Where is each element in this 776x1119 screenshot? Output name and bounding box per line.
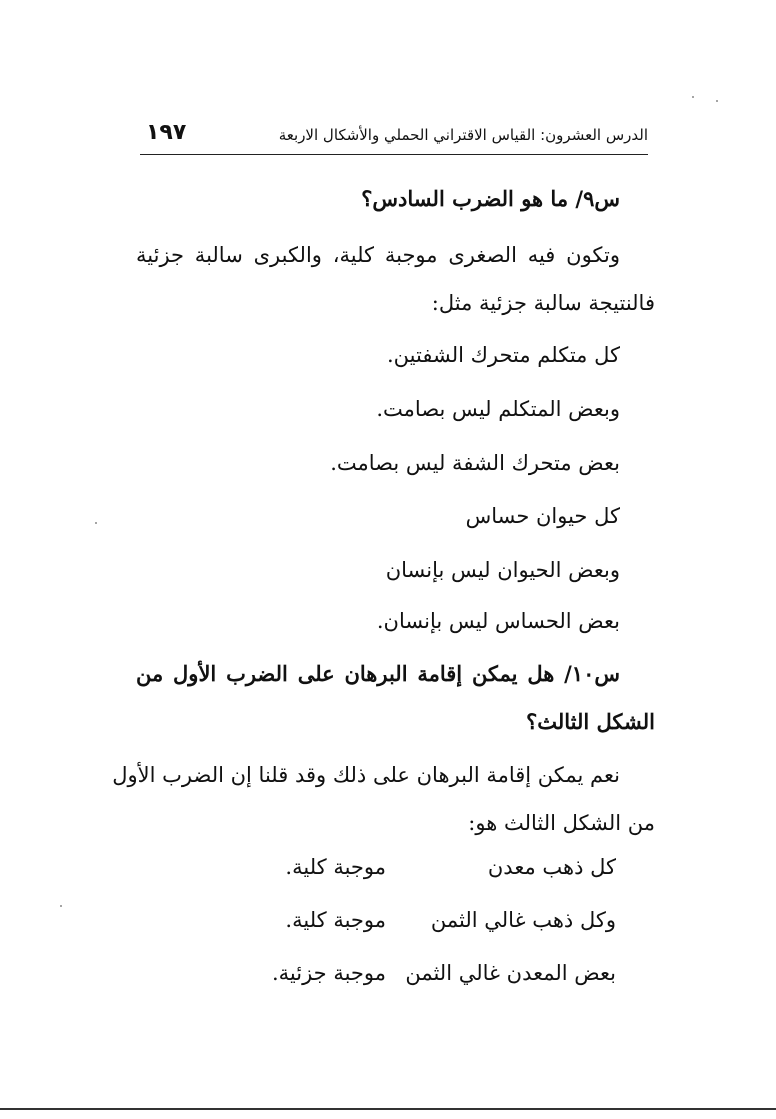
example-line: كل متكلم متحرك الشفتين.: [387, 343, 620, 367]
page-number: ١٩٧: [146, 120, 187, 145]
question-9: س٩/ ما هو الضرب السادس؟: [361, 186, 620, 211]
proposition-text: كل ذهب معدن: [487, 855, 616, 879]
proposition-row: [256, 905, 616, 935]
proposition-type: موجبة كلية.: [285, 855, 386, 879]
example-line: بعض متحرك الشفة ليس بصامت.: [330, 451, 620, 475]
q9-answer-line-2: فالنتيجة سالبة جزئية مثل:: [431, 291, 655, 315]
proposition-row: [256, 852, 616, 882]
proposition-text: وكل ذهب غالي الثمن: [430, 908, 616, 932]
question-10-line-2: الشكل الثالث؟: [526, 709, 655, 734]
q9-answer-line-1: وتكون فيه الصغرى موجبة كلية، والكبرى سالبة جزئية: [136, 243, 620, 267]
scan-speck: [692, 96, 694, 98]
proposition-type: موجبة كلية.: [285, 908, 386, 932]
proposition-row: [256, 958, 616, 988]
example-line: بعض الحساس ليس بإنسان.: [376, 609, 620, 633]
scan-speck: [60, 905, 62, 907]
example-line: وبعض المتكلم ليس بصامت.: [376, 397, 620, 421]
scan-speck: [716, 100, 718, 102]
q10-answer-line-1: نعم يمكن إقامة البرهان على ذلك وقد قلنا إن الضرب الأول: [112, 763, 620, 787]
header-title: الدرس العشرون: القياس الاقتراني الحملي والأشكال الاربعة: [278, 126, 648, 144]
question-10-line-1: س١٠/ هل يمكن إقامة البرهان على الضرب الأول من: [136, 661, 620, 686]
proposition-text: بعض المعدن غالي الثمن: [405, 961, 616, 985]
running-header: [140, 120, 648, 155]
scan-edge-rule: [0, 1108, 776, 1110]
example-line: وبعض الحيوان ليس بإنسان: [385, 558, 620, 582]
q10-answer-line-2: من الشكل الثالث هو:: [468, 811, 655, 835]
proposition-type: موجبة جزئية.: [271, 961, 386, 985]
scan-speck: [95, 522, 97, 524]
example-line: كل حيوان حساس: [465, 504, 620, 528]
